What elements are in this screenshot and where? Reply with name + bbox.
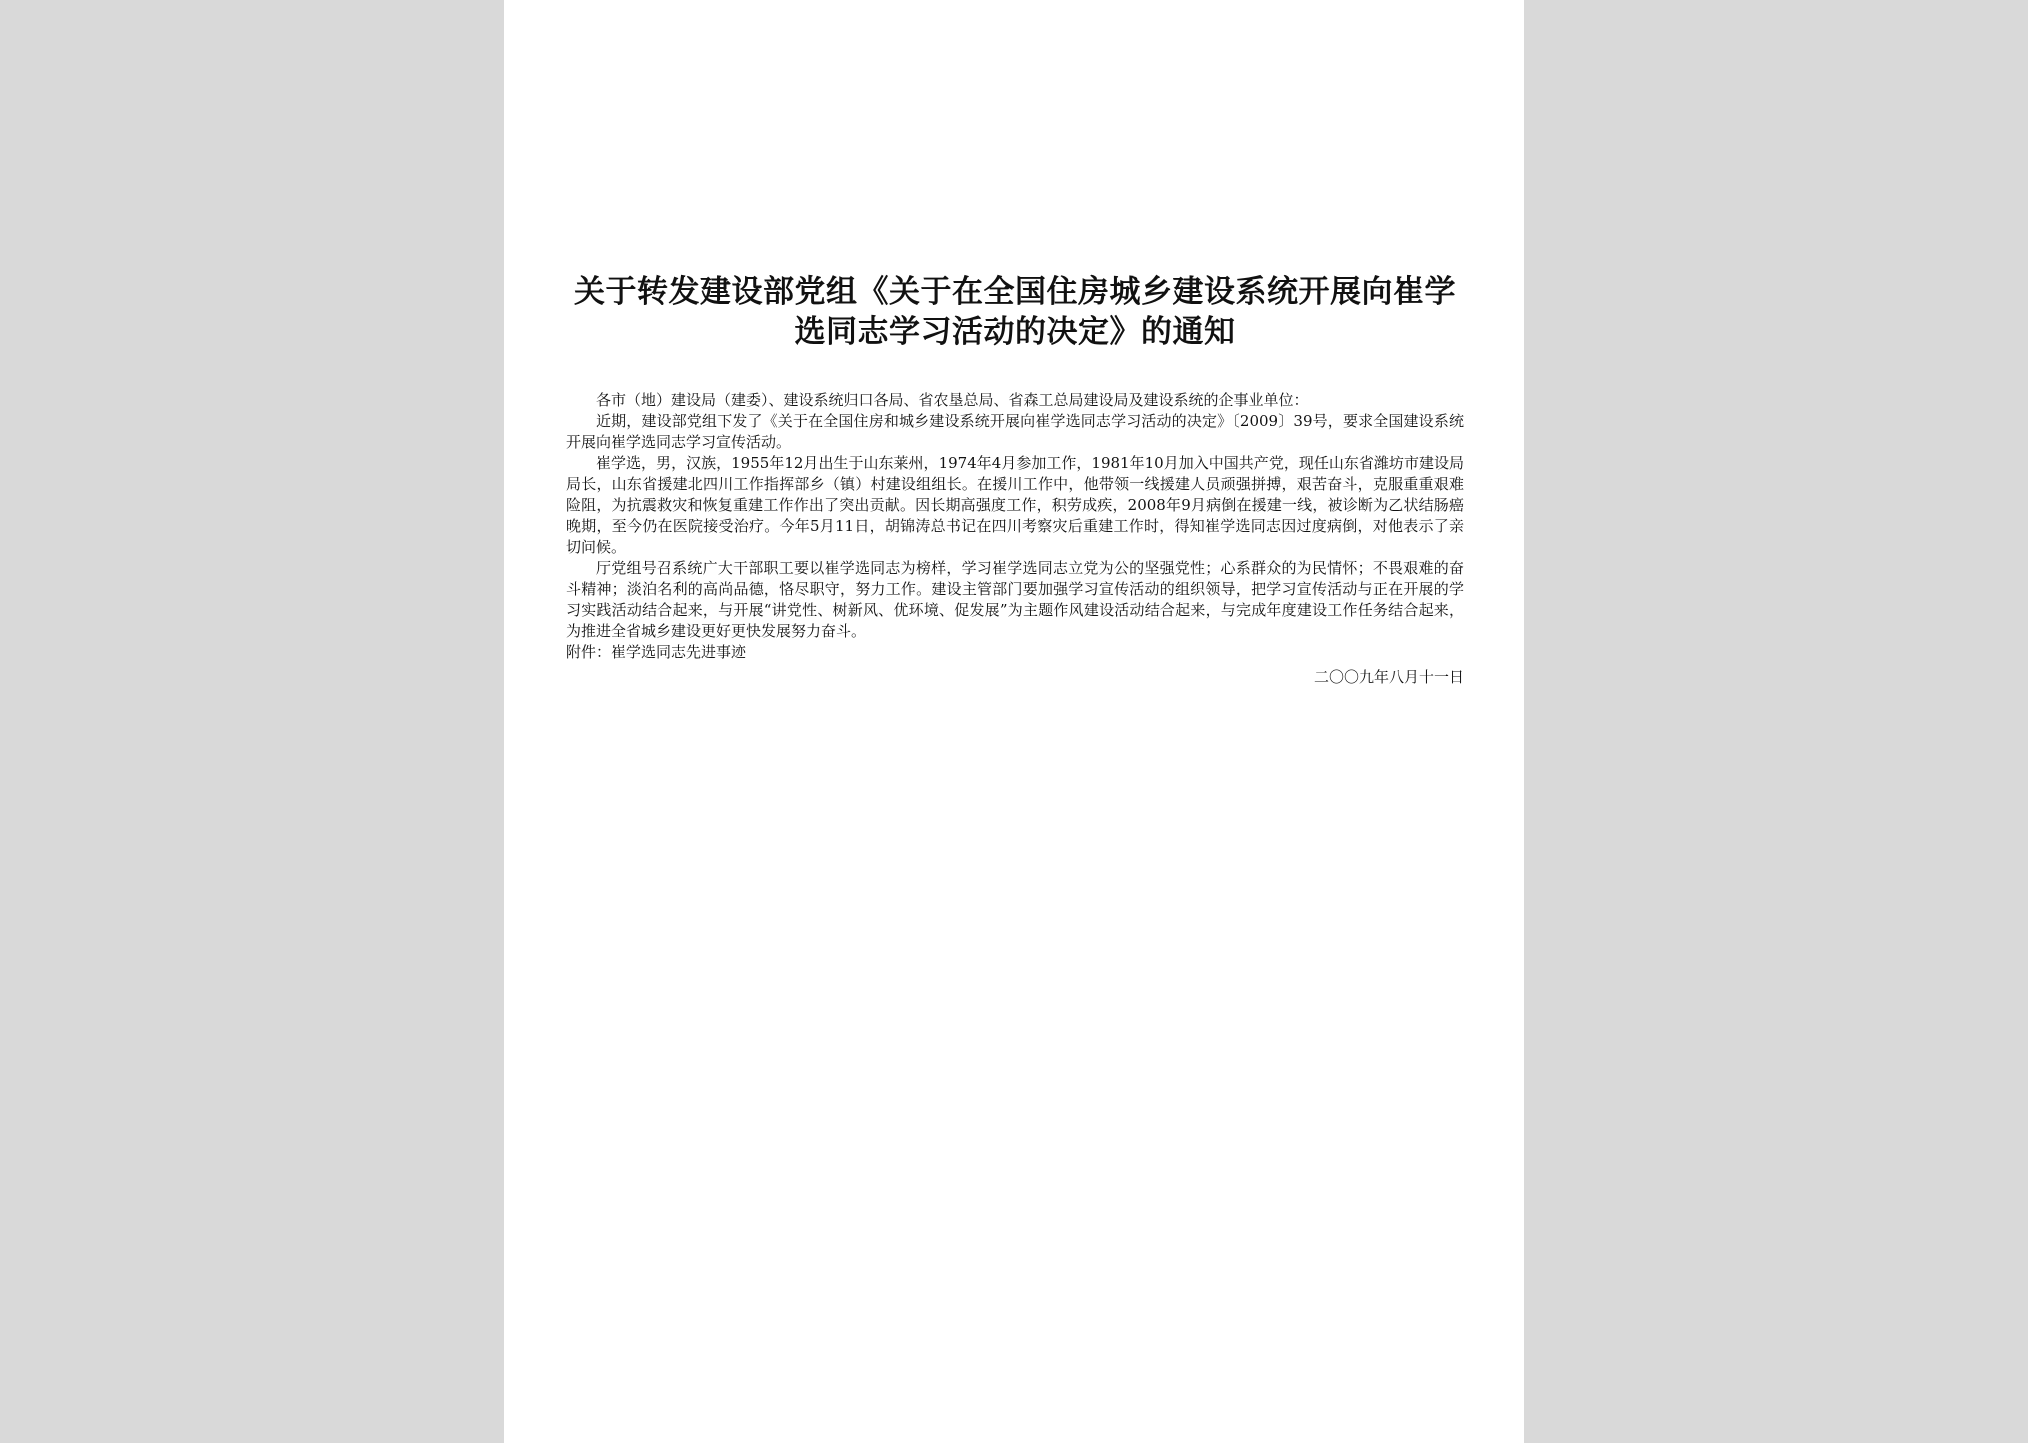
notice-paragraph: 近期，建设部党组下发了《关于在全国住房和城乡建设系统开展向崔学选同志学习活动的决定》〔2009〕39号，要求全国建设系统开展向崔学选同志学习宣传活动。 bbox=[566, 412, 1464, 451]
document-title: 关于转发建设部党组《关于在全国住房城乡建设系统开展向崔学选同志学习活动的决定》的通知 bbox=[574, 274, 1456, 350]
call-to-action-paragraph: 厅党组号召系统广大干部职工要以崔学选同志为榜样，学习崔学选同志立党为公的坚强党性；心系群众的为民情怀；不畏艰难的奋斗精神；淡泊名利的高尚品德，恪尽职守，努力工作。建设主管部门要加强学习宣传活动的组织领导，把学习宣传活动与正在开展的学习实践活动结合起来，与开展“讲党性、树新风、优环境、促发展”为主题作风建设活动结合起来，与完成年度建设工作任务结合起来，为推进全省城乡建设更好更快发展努力奋斗。 bbox=[566, 559, 1464, 640]
biography-paragraph: 崔学选，男，汉族，1955年12月出生于山东莱州，1974年4月参加工作，1981年10月加入中国共产党，现任山东省潍坊市建设局局长，山东省援建北四川工作指挥部乡（镇）村建设组组长。在援川工作中，他带领一线援建人员顽强拼搏，艰苦奋斗，克服重重艰难险阻，为抗震救灾和恢复重建工作作出了突出贡献。因长期高强度工作，积劳成疾，2008年9月病倒在援建一线，被诊断为乙状结肠癌晚期，至今仍在医院接受治疗。今年5月11日，胡锦涛总书记在四川考察灾后重建工作时，得知崔学选同志因过度病倒，对他表示了亲切问候。 bbox=[566, 454, 1464, 556]
document-page bbox=[504, 0, 1524, 1443]
document-body bbox=[566, 390, 1464, 688]
document-date: 二〇〇九年八月十一日 bbox=[1313, 668, 1464, 686]
attachment-line: 附件：崔学选同志先进事迹 bbox=[566, 643, 747, 661]
page-content bbox=[566, 272, 1464, 688]
salutation-paragraph: 各市（地）建设局（建委）、建设系统归口各局、省农垦总局、省森工总局建设局及建设系统的企事业单位： bbox=[596, 391, 1309, 409]
